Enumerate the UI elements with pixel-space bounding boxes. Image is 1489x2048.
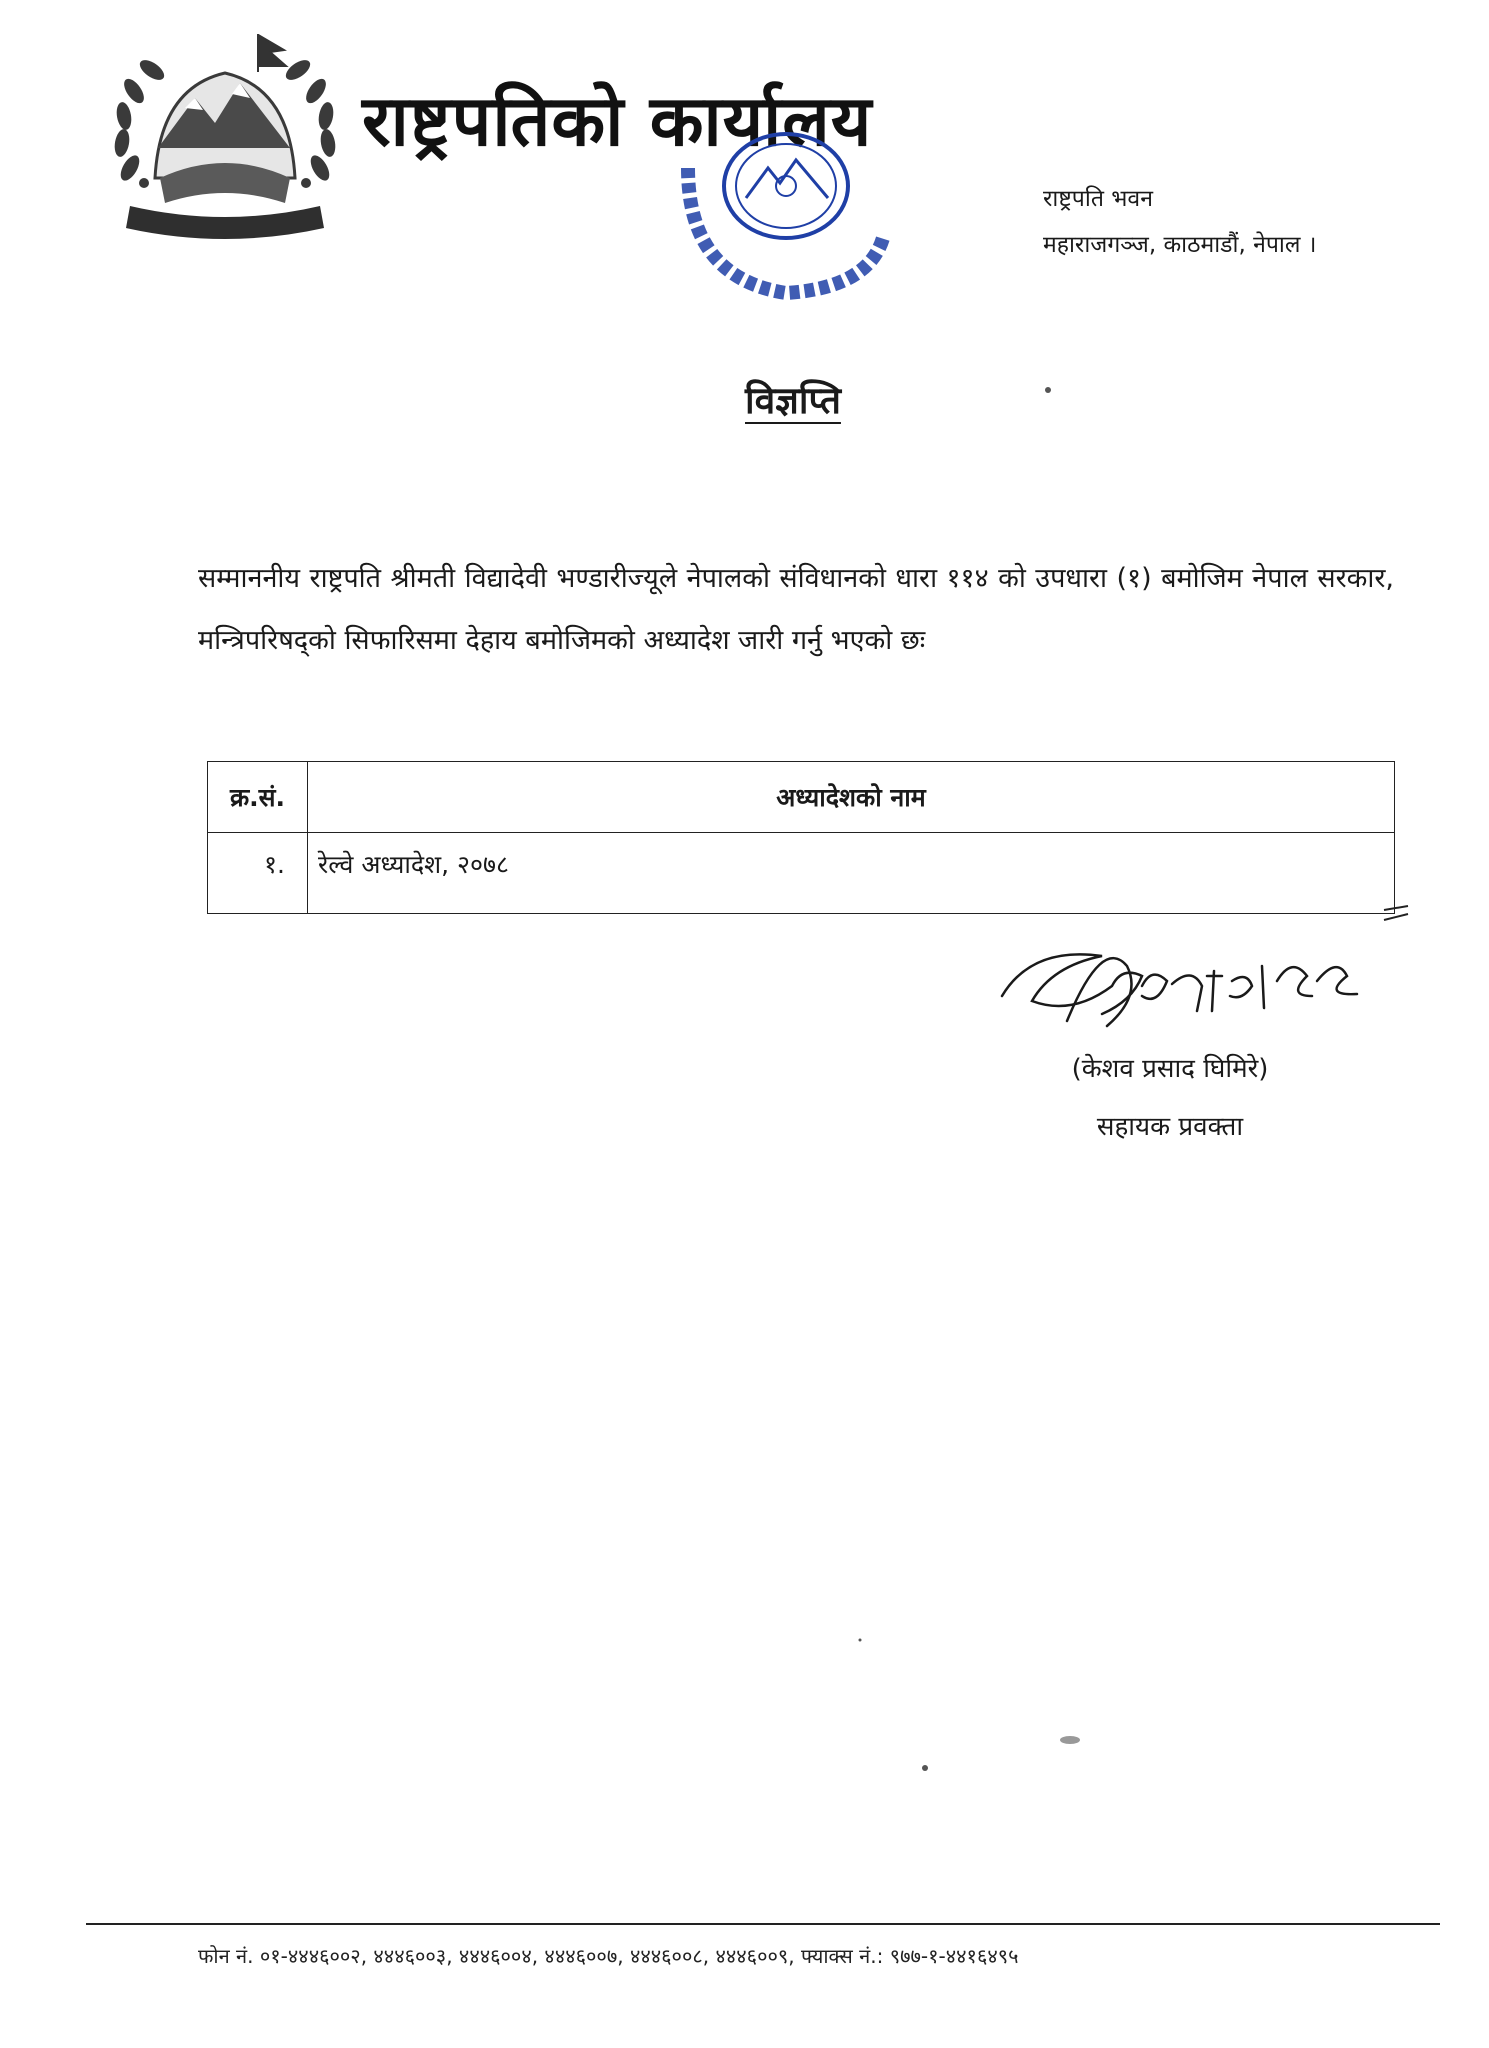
- notice-body: सम्माननीय राष्ट्रपति श्रीमती विद्यादेवी भण्डारीज्यूले नेपालको संविधानको धारा ११४ को उपधारा (१) बमोजिम नेपाल सरकार, मन्त्रिपरिषद्को सिफारिसमा देहाय बमोजिमको अध्यादेश जारी गर्नु भएको छः: [198, 563, 1394, 656]
- table-header-row: [208, 762, 1395, 833]
- office-title: राष्ट्रपतिको कार्यालय: [362, 80, 873, 162]
- ordinance-table: [207, 761, 1395, 914]
- office-stamp: [668, 128, 900, 328]
- address-line-1: राष्ट्रपति भवन: [1043, 186, 1153, 212]
- row-serial: १.: [208, 833, 308, 914]
- row-ordinance-name: रेल्वे अध्यादेश, २०७८: [308, 833, 1395, 914]
- handwritten-signature: [992, 926, 1382, 1046]
- office-address: [1043, 176, 1316, 268]
- signatory-designation: सहायक प्रवक्ता: [1096, 1112, 1244, 1142]
- table-row: [208, 833, 1395, 914]
- header-ordinance-name: अध्यादेशको नाम: [308, 762, 1395, 833]
- header-serial: क्र.सं.: [208, 762, 308, 833]
- notice-title: विज्ञप्ति: [745, 379, 841, 422]
- signatory-block: [1030, 1040, 1310, 1156]
- footer-divider: [86, 1923, 1440, 1925]
- double-tick-mark: [1382, 902, 1412, 924]
- footer-contacts: फोन नं. ०१-४४४६००२, ४४४६००३, ४४४६००४, ४४४६००७, ४४४६००८, ४४४६००९, फ्याक्स नं.: ९७७-१-४४१६४९५: [198, 1944, 1019, 1968]
- signatory-name: (केशव प्रसाद घिमिरे): [1071, 1054, 1269, 1084]
- address-line-2: महाराजगञ्ज, काठमाडौं, नेपाल ।: [1043, 232, 1317, 258]
- coat-of-arms-emblem: [100, 28, 350, 243]
